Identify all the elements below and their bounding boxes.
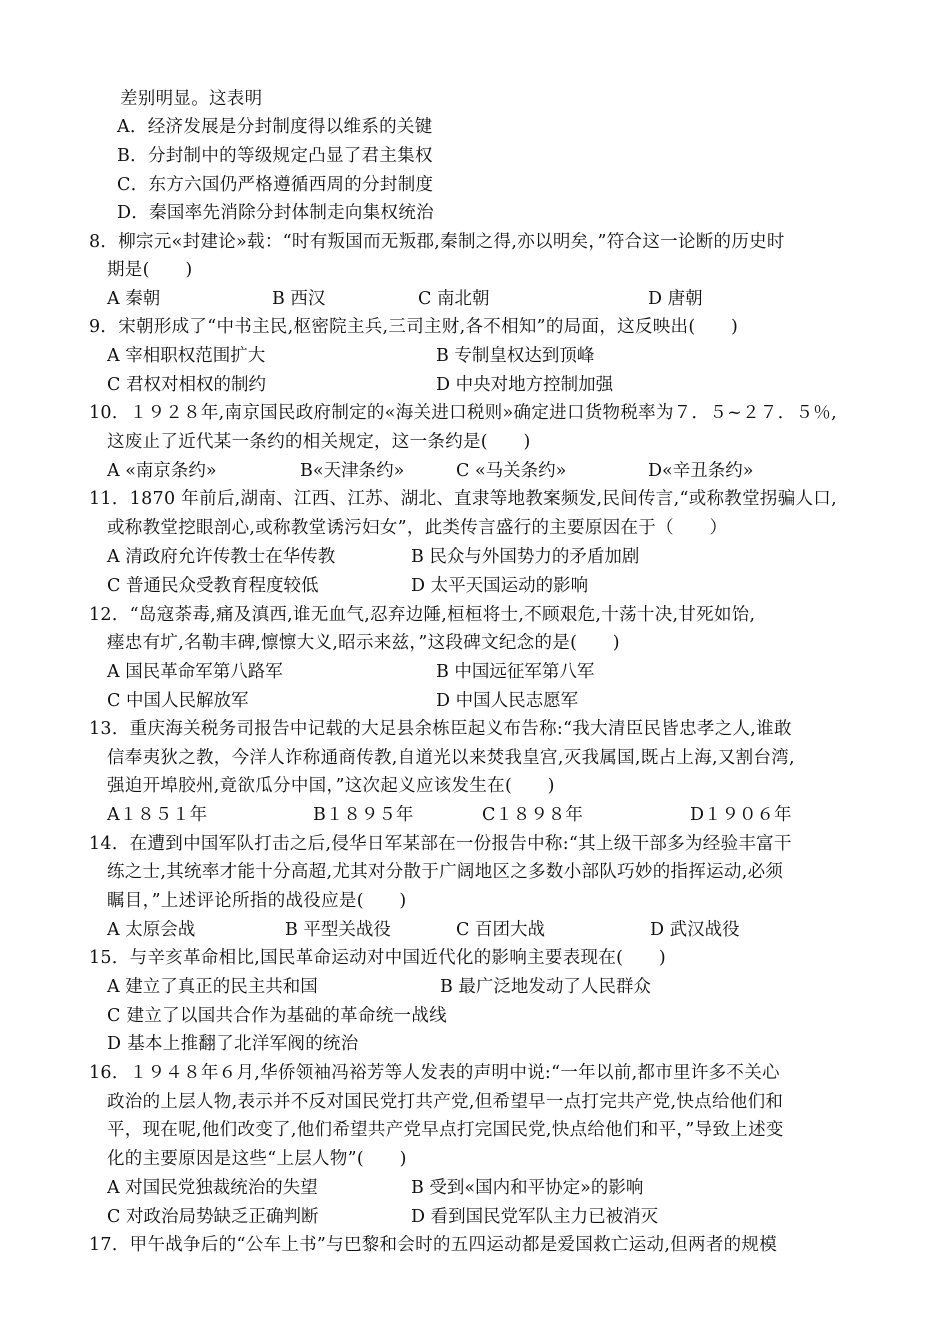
option: C 对政治局势缺乏正确判断 <box>107 1207 319 1227</box>
option: A 国民革命军第八路军 <box>107 662 283 682</box>
option: A 太原会战 <box>107 920 196 940</box>
question-9: 9．宋朝形成了“中书主民,枢密院主兵,三司主财,各不相知”的局面，这反映出( ) <box>89 317 739 337</box>
text-line: C 建立了以国共合作为基础的革命统一战线 <box>107 1006 447 1026</box>
option: B１８９５年 <box>313 805 414 825</box>
option: A 建立了真正的民主共和国 <box>107 977 318 997</box>
option: B 受到«国内和平协定»的影响 <box>411 1178 644 1198</box>
text-line: 这废止了近代某一条约的相关规定，这一条约是( ) <box>107 432 531 452</box>
option: B 中国远征军第八军 <box>436 662 595 682</box>
text-line: 或称教堂挖眼剖心,或称教堂诱污妇女”，此类传言盛行的主要原因在于（ ） <box>107 518 728 538</box>
text-line: A．经济发展是分封制度得以维系的关键 <box>117 117 433 137</box>
text-line: 差别明显。这表明 <box>120 89 263 109</box>
option: D 中国人民志愿军 <box>436 691 579 711</box>
option: B 民众与外国势力的矛盾加剧 <box>411 547 640 567</box>
question-12: 12．“岛寇荼毒,痛及滇西,谁无血气,忍弃边陲,桓桓将士,不顾艰危,十荡十决,甘死如饴, <box>89 605 756 625</box>
text-line: 信奉夷狄之教，今洋人诈称通商传教,自道光以来焚我皇宫,灭我属国,既占上海,又割台湾, <box>107 748 795 768</box>
option: D 看到国民党军队主力已被消灭 <box>411 1207 659 1227</box>
option: C 中国人民解放军 <box>107 691 249 711</box>
option: B«天津条约» <box>300 461 405 481</box>
option: A 宰相职权范围扩大 <box>107 346 266 366</box>
option: D 武汉战役 <box>650 920 740 940</box>
text-line: D．秦国率先消除分封体制走向集权统治 <box>117 203 434 223</box>
option: A 对国民党独裁统治的失望 <box>107 1178 318 1198</box>
question-16: 16．１９４８年６月,华侨领袖冯裕芳等人发表的声明中说:“一年以前,都市里许多不关心 <box>89 1063 780 1083</box>
option: D１９０６年 <box>690 805 792 825</box>
question-8: 8．柳宗元«封建论»载：“时有叛国而无叛郡,秦制之得,亦以明矣，”符合这一论断的历史时 <box>89 232 785 252</box>
text-line: 强迫开埠胶州,竟欲瓜分中国，”这次起义应该发生在( ) <box>107 776 555 796</box>
option: D 唐朝 <box>648 289 703 309</box>
question-17: 17．甲午战争后的“公车上书”与巴黎和会时的五四运动都是爱国救亡运动,但两者的规模 <box>89 1235 778 1255</box>
text-line: 政治的上层人物,表示并不反对国民党打共产党,但希望早一点打完共产党,快点给他们和 <box>107 1092 784 1112</box>
option: D«辛丑条约» <box>648 461 754 481</box>
text-line: 瘗忠有圹,名勒丰碑,懔懔大义,昭示来兹，”这段碑文纪念的是( ) <box>107 633 620 653</box>
option: C 百团大战 <box>456 920 545 940</box>
question-11: 11．1870 年前后,湖南、江西、江苏、湖北、直隶等地教案频发,民间传言,“或称教堂拐骗人口, <box>89 489 837 509</box>
question-14: 14．在遭到中国军队打击之后,侵华日军某部在一份报告中称:“其上级干部多为经验丰富干 <box>89 834 792 854</box>
question-13: 13．重庆海关税务司报告中记载的大足县余栋臣起义布告称:“我大清臣民皆忠孝之人,谁敢 <box>89 719 792 739</box>
question-10: 10．１９２８年,南京国民政府制定的«海关进口税则»确定进口货物税率为７．５~２７．５％, <box>89 403 837 423</box>
option: B 平型关战役 <box>285 920 391 940</box>
option: B 西汉 <box>272 289 326 309</box>
text-line: 化的主要原因是这些“上层人物”( ) <box>107 1149 407 1169</box>
option: A 秦朝 <box>107 289 161 309</box>
option: A 清政府允许传教士在华传教 <box>107 547 336 567</box>
text-line: D 基本上推翻了北洋军阀的统治 <box>107 1034 359 1054</box>
text-line: 期是( ) <box>107 260 193 280</box>
text-line: 平，现在呢,他们改变了,他们希望共产党早点打完国民党,快点给他们和平，”导致上述变 <box>107 1120 784 1140</box>
option: A «南京条约» <box>107 461 217 481</box>
option: C 普通民众受教育程度较低 <box>107 576 319 596</box>
option: B 专制皇权达到顶峰 <box>436 346 595 366</box>
option: C１８９８年 <box>482 805 583 825</box>
text-line: C．东方六国仍严格遵循西周的分封制度 <box>117 175 434 195</box>
option: C 君权对相权的制约 <box>107 375 266 395</box>
option: D 中央对地方控制加强 <box>436 375 614 395</box>
option: C 南北朝 <box>418 289 490 309</box>
text-line: B．分封制中的等级规定凸显了君主集权 <box>117 146 433 166</box>
text-line: 瞩目，”上述评论所指的战役应是( ) <box>107 891 407 911</box>
option: D 太平天国运动的影响 <box>411 576 589 596</box>
option: A１８５１年 <box>107 805 208 825</box>
option: B 最广泛地发动了人民群众 <box>440 977 651 997</box>
question-15: 15．与辛亥革命相比,国民革命运动对中国近代化的影响主要表现在( ) <box>89 948 666 968</box>
option: C «马关条约» <box>456 461 567 481</box>
text-line: 练之士,其统率才能十分高超,尤其对分散于广阔地区之多数小部队巧妙的指挥运动,必须 <box>107 862 784 882</box>
